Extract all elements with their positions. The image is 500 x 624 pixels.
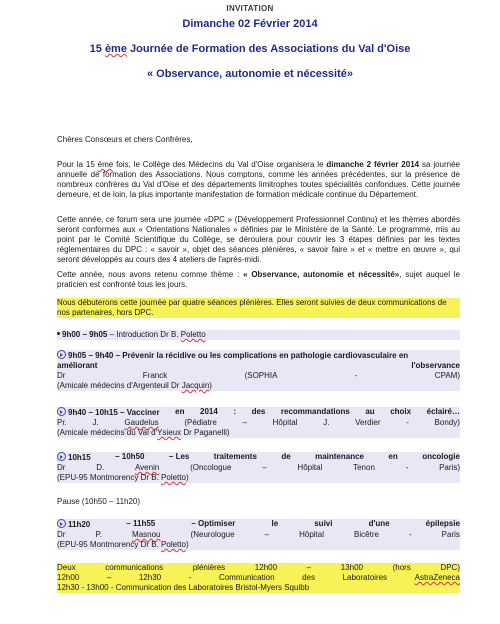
arrow-circle-icon xyxy=(57,452,66,461)
event-date: Dimanche 02 Février 2014 xyxy=(182,18,318,30)
event-theme: « Observance, autonomie et nécessité» xyxy=(146,68,354,80)
pause-label: Pause (10h50 – 11h20) xyxy=(57,497,141,506)
arrow-circle-icon xyxy=(57,519,66,528)
event-title: 15 ème Journée de Formation des Associations du Val d'Oise xyxy=(89,43,411,55)
intro-paragraph-2: Cette année, ce forum sera une journée «DPC » (Développement Professionnel Continu) et les thèmes abordés seront conformes aux « Orientations Nationales » définies par le Ministère de la Santé. Le programme, mis au point par le Comité Scientifique du Collège, se déroulera pour couvrir les 3 étapes définies par les textes réglementaires du DPC : « savoir », objet des séances plénières, « savoir faire » et « mettre en œuvre », qui seront développés au cours des 4 ateliers de l'après-midi. xyxy=(57,215,460,264)
arrow-circle-icon xyxy=(57,407,66,416)
greeting: Chères Consœurs et chers Confrères, xyxy=(57,135,193,144)
bullet-icon xyxy=(57,332,60,335)
invitation-label: INVITATION xyxy=(226,4,274,13)
session-oncology: 10h15 – 10h50 – Les traitements de maintenance en oncologie Dr D. Avenin (Oncologue – Hôpital Tenon - Paris) (EPU-95 Montmorency Dr B. Poletto) xyxy=(57,452,460,482)
intro-paragraph-1: Pour la 15 ème fois, le Collège des Médecins du Val d'Oise organisera le dimanche 2 février 2014 sa journée annuelle de formation des Associations. Nous comptons, comme les années précédentes, sur la présence de nombreux confrères du Val d'Oise et des départements limitrophes toutes spécialités confondues. Cette journée demeure, et de loin, la plus importante manifestation de formation médicale continue du Département. xyxy=(57,160,461,199)
communications-block: Deux communications plénières 12h00 – 13h00 (hors DPC) 12h00 – 12h30 - Communication des Laboratoires AstraZeneca 12h30 - 13h00 - Communication des Laboratoires Bristol-Myers Squibb xyxy=(57,563,460,592)
session-epilepsy: 11h20 – 11h55 – Optimiser le suivi d'une épilepsie Dr P. Masnou (Neurologue – Hôpital Bicêtre - Paris (EPU-95 Montmorency Dr B. Poletto) xyxy=(57,519,460,549)
plenary-highlight: Nous débuterons cette journée par quatre séances plénières. Elles seront suivies de deux communications de nos partenaires, hors DPC. xyxy=(57,298,460,318)
session-introduction: 9h00 – 9h05 – Introduction Dr B. Poletto xyxy=(57,330,460,340)
session-cardiovascular: 9h05 – 9h40 – Prévenir la récidive ou les complications en pathologie cardiovasculaire en améliorant l'observance Dr Franck (SOPHIA - CPAM) (Amicale médecins d'Argenteuil Dr Jacquin) xyxy=(57,351,460,390)
session-vaccination: 9h40 – 10h15 – Vacciner en 2014 : des recommandations au choix éclairé… Pr. J. Gaudelus (Pédiatre – Hôpital J. Verdier - Bondy) (Amicale médecins du Val d'Ysieux Dr Paganelli) xyxy=(57,407,460,437)
arrow-circle-icon xyxy=(57,350,66,359)
intro-paragraph-3: Cette année, nous avons retenu comme thème : « Observance, autonomie et nécessité», sujet auquel le praticien est confronté tous les jours. xyxy=(57,270,460,289)
